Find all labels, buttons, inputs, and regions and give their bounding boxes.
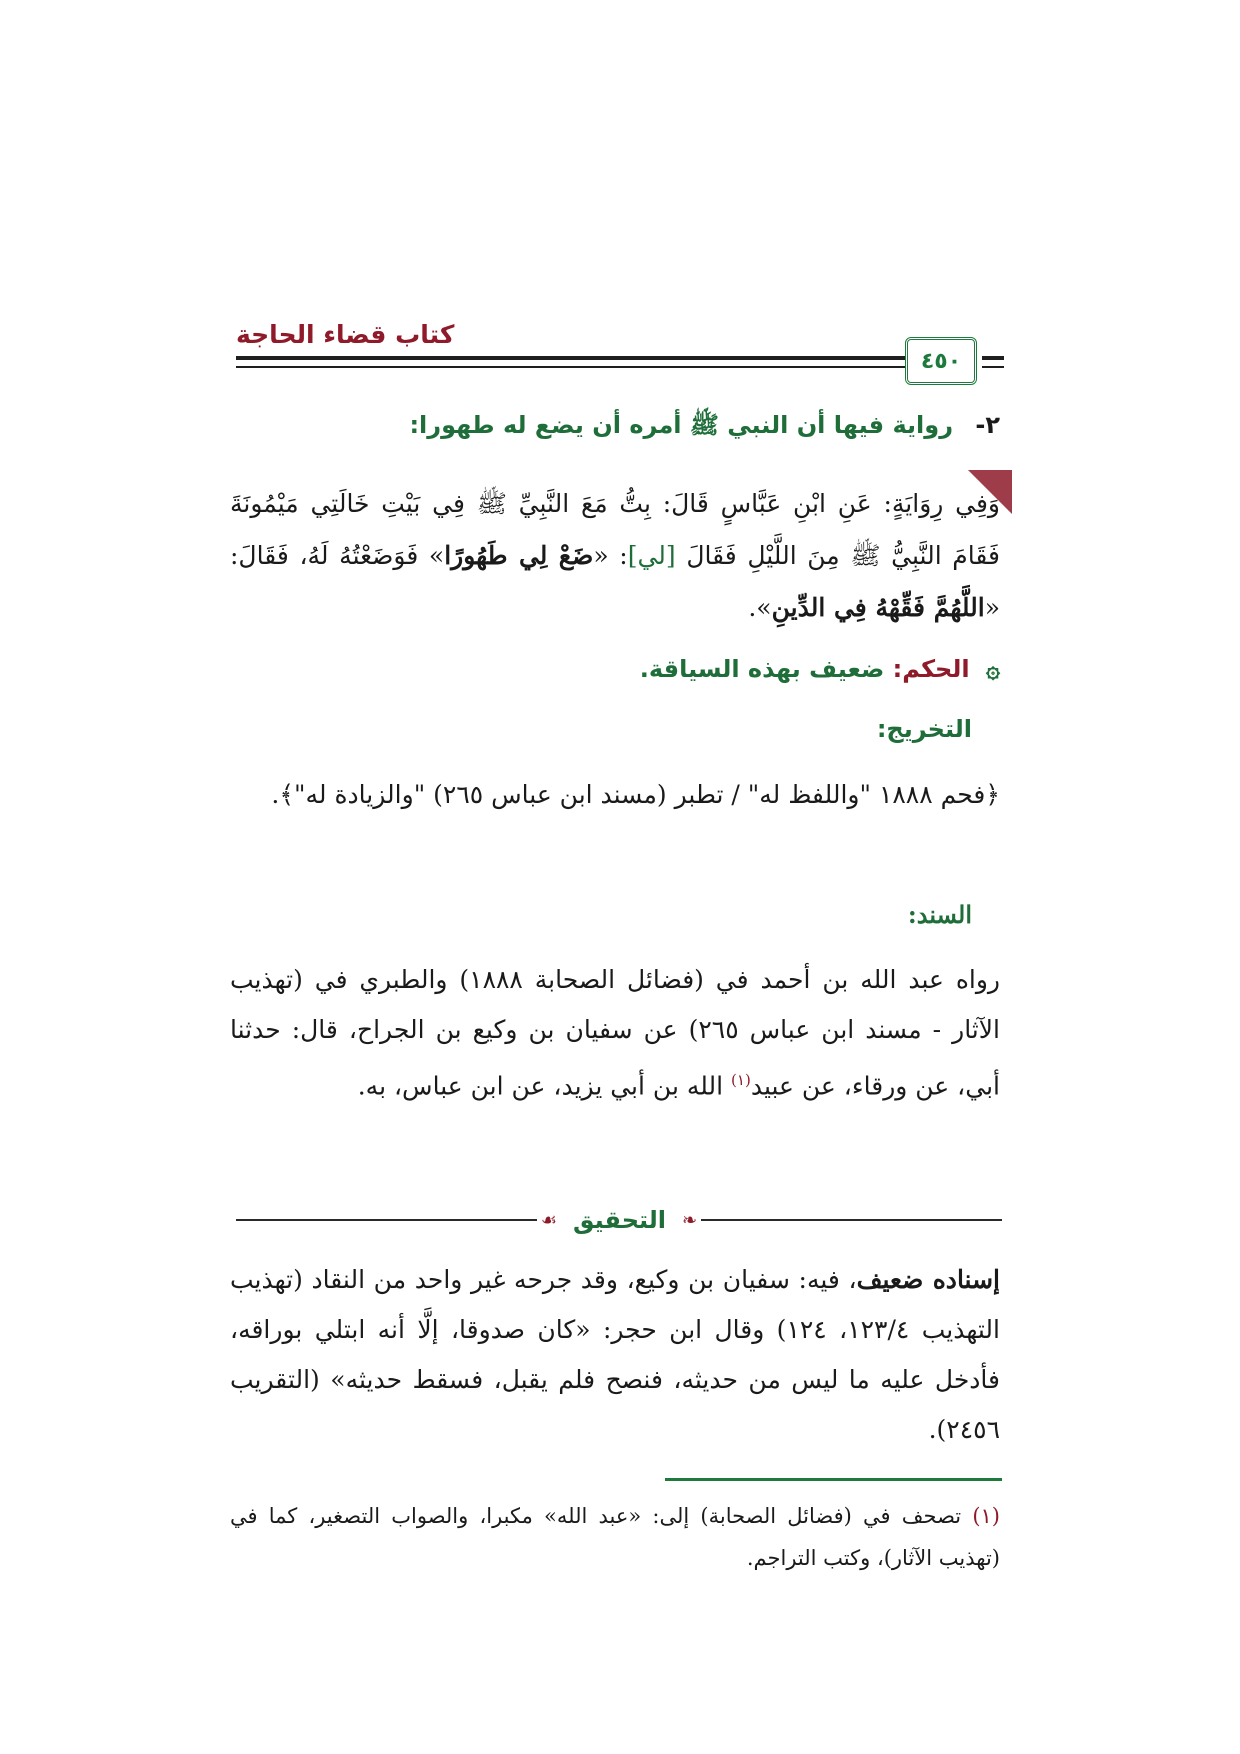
tahqiq-heading: التحقيق (573, 1206, 667, 1234)
prophet-quote: ضَعْ لِي طَهُورًا (444, 541, 594, 570)
footnote-ref[interactable]: (١) (731, 1071, 751, 1089)
sanad-text (230, 955, 1000, 1111)
divider-line (236, 1219, 537, 1221)
footnote-rule (665, 1478, 1002, 1481)
sanad-part: الله بن أبي يزيد، عن ابن عباس، به. (357, 1071, 732, 1101)
ornament-icon: ☙ (540, 1209, 557, 1231)
sanad-heading: السند: (907, 900, 972, 929)
verdict-line (200, 655, 1000, 683)
footnote-number: (١) (972, 1504, 1000, 1528)
header-rule-bottom (236, 366, 905, 368)
book-title: كتاب قضاء الحاجة (236, 320, 455, 349)
header-rule-top (236, 356, 905, 360)
section-heading (200, 410, 1000, 445)
tahqiq-body: ، فيه: سفيان بن وكيع، وقد جرحه غير واحد من النقاد (تهذيب التهذيب ١٢٣/٤، ١٢٤) وقال ابن حجر: «كان صدوقا، إلَّا أنه ابتلي بوراقه، فأدخل عليه ما ليس من حديثه، فنصح فلم يقبل، فسقط حديثه» (التقريب ٢٤٥٦). (230, 1265, 1000, 1444)
section-number: ٢- (975, 411, 1000, 439)
hadith-part: وَفِي رِوَايَةٍ: عَنِ ابْنِ عَبَّاسٍ قَالَ: بِتُّ مَعَ النَّبِيِّ ﷺ فِي بَيْتِ خَالَتِي مَيْمُونَةَ فَقَامَ النَّبِيُّ ﷺ مِنَ اللَّيْلِ فَقَالَ (230, 489, 1000, 570)
verdict-label: الحكم: (892, 655, 970, 683)
footnote-text: تصحف في (فضائل الصحابة) إلى: «عبد الله» مكبرا، والصواب التصغير، كما في (تهذيب الآثار)، وكتب التراجم. (230, 1504, 1000, 1570)
divider-line (701, 1219, 1002, 1221)
hadith-part: » فَوَضَعْتُهُ لَهُ، فَقَالَ: « (230, 541, 1000, 622)
ornament-icon: ❧ (682, 1209, 698, 1231)
prophet-quote: اللَّهُمَّ فَقِّهْهُ فِي الدِّينِ (771, 593, 985, 622)
header-rule-right-bottom (982, 366, 1004, 368)
takhrij-heading: التخريج: (876, 715, 972, 743)
verdict-value: ضعيف بهذه السياقة. (639, 655, 885, 683)
page-number: ٤٥٠ (920, 348, 962, 374)
sanad-part: رواه عبد الله بن أحمد في (فضائل الصحابة ١٨٨٨) والطبري في (تهذيب الآثار - مسند ابن عباس ٢٦٥) عن سفيان بن وكيع بن الجراح، قال: حدثنا أبي، عن ورقاء، عن عبيد (230, 965, 1001, 1101)
hadith-part: : « (593, 541, 628, 570)
flower-icon: ۞ (985, 655, 1000, 683)
section-title: رواية فيها أن النبي ﷺ أمره أن يضع له طهورا: (409, 411, 954, 439)
hadith-text (230, 478, 1000, 634)
takhrij-text: ﴿فحم ١٨٨٨ "واللفظ له" / تطبر (مسند ابن عباس ٢٦٥) "والزيادة له"﴾. (271, 780, 1000, 809)
header-rule-right-top (982, 356, 1004, 360)
tahqiq-text (230, 1255, 1000, 1455)
footnote (230, 1495, 1000, 1579)
page-number-badge (905, 337, 977, 385)
tahqiq-divider (236, 1200, 1002, 1240)
tahqiq-lead: إسناده ضعيف (856, 1265, 1000, 1294)
hadith-bracket: [لي] (627, 541, 676, 570)
hadith-part: ». (748, 593, 772, 622)
